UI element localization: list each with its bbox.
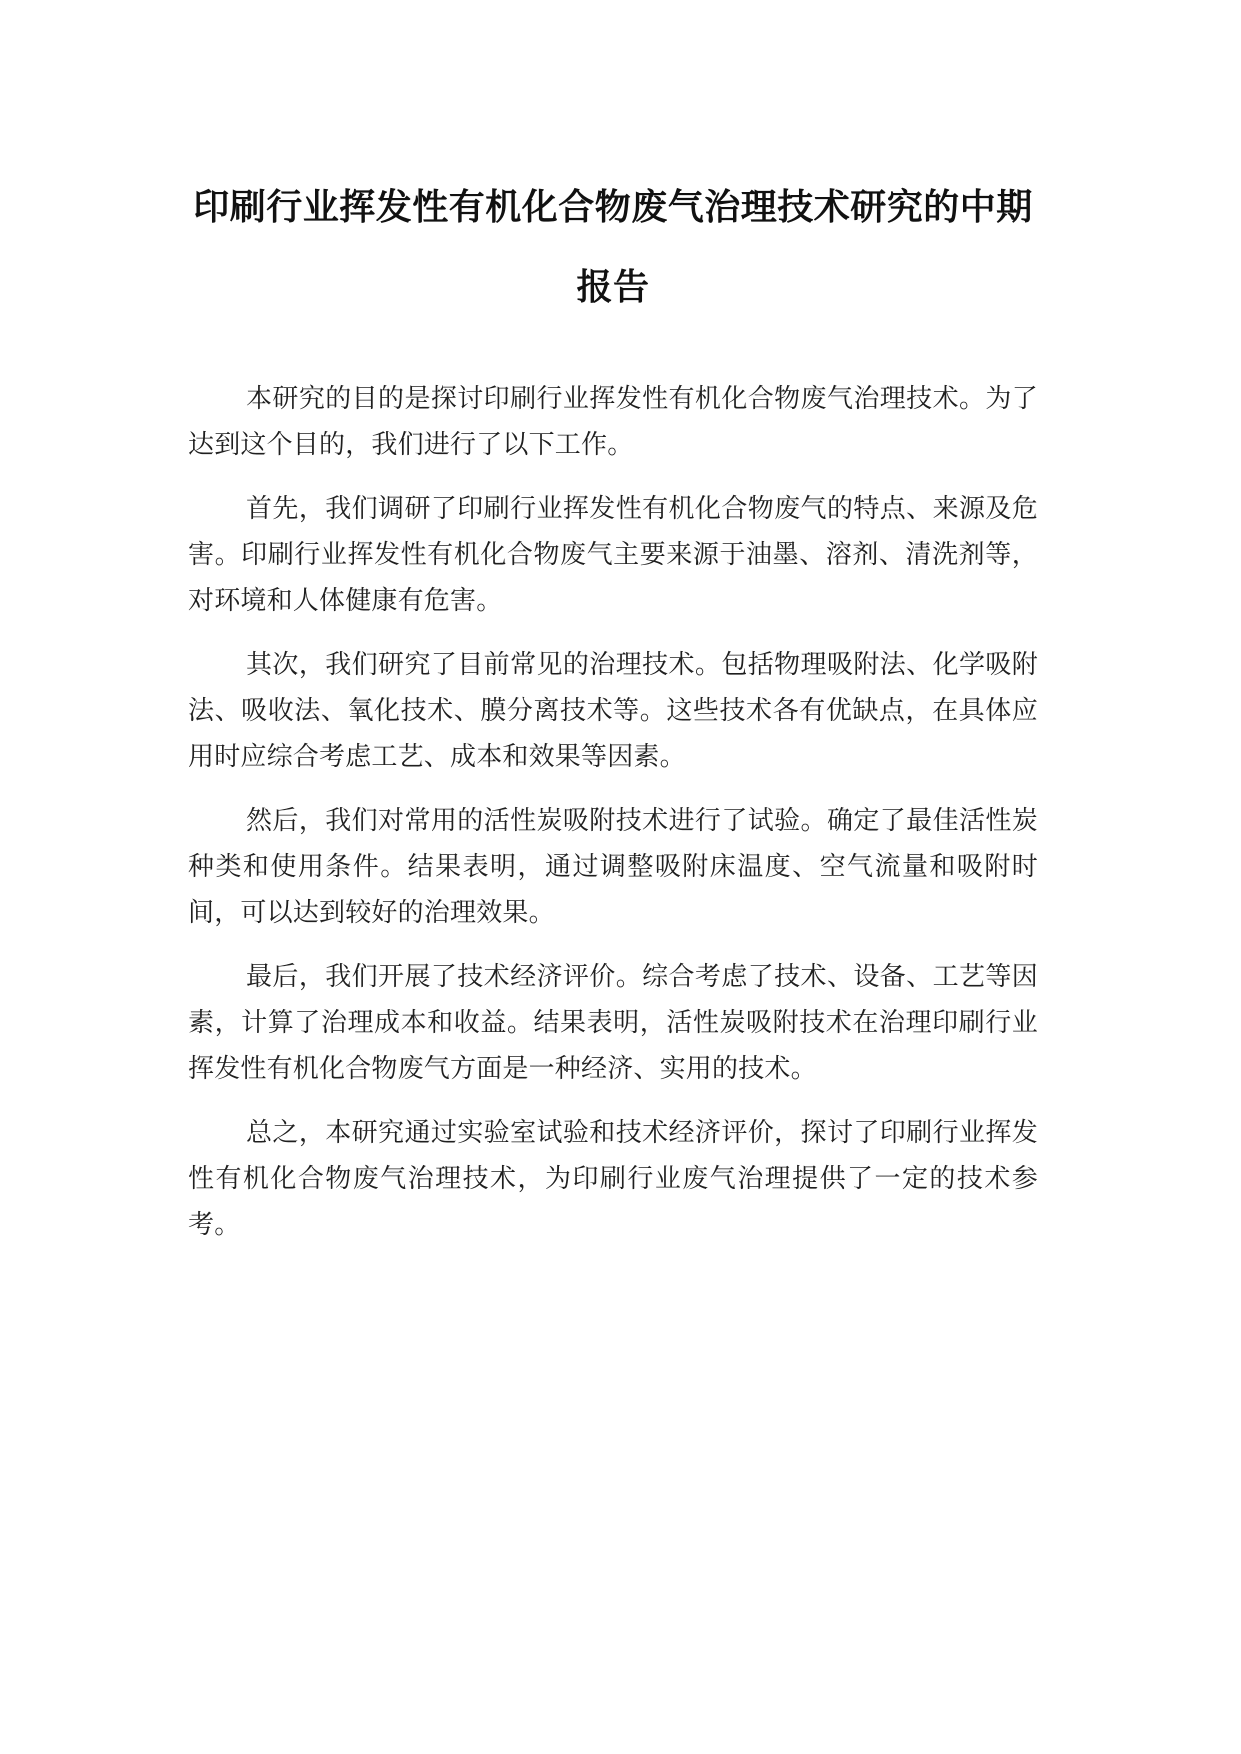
paragraph-finally: 最后，我们开展了技术经济评价。综合考虑了技术、设备、工艺等因素，计算了治理成本和收益。结果表明，活性炭吸附技术在治理印刷行业挥发性有机化合物废气方面是一种经济、实用的技术。 <box>188 962 1038 1084</box>
document-title: 印刷行业挥发性有机化合物废气治理技术研究的中期报告 <box>193 187 1033 308</box>
paragraph-second: 其次，我们研究了目前常见的治理技术。包括物理吸附法、化学吸附法、吸收法、氧化技术、膜分离技术等。这些技术各有优缺点，在具体应用时应综合考虑工艺、成本和效果等因素。 <box>188 650 1038 772</box>
paragraph-then: 然后，我们对常用的活性炭吸附技术进行了试验。确定了最佳活性炭种类和使用条件。结果表明，通过调整吸附床温度、空气流量和吸附时间，可以达到较好的治理效果。 <box>188 806 1038 928</box>
paragraph-conclusion: 总之，本研究通过实验室试验和技术经济评价，探讨了印刷行业挥发性有机化合物废气治理技术，为印刷行业废气治理提供了一定的技术参考。 <box>188 1118 1038 1240</box>
document-body <box>188 376 1038 1266</box>
paragraph-first: 首先，我们调研了印刷行业挥发性有机化合物废气的特点、来源及危害。印刷行业挥发性有机化合物废气主要来源于油墨、溶剂、清洗剂等，对环境和人体健康有危害。 <box>188 494 1038 616</box>
paragraph-purpose: 本研究的目的是探讨印刷行业挥发性有机化合物废气治理技术。为了达到这个目的，我们进行了以下工作。 <box>188 384 1038 460</box>
